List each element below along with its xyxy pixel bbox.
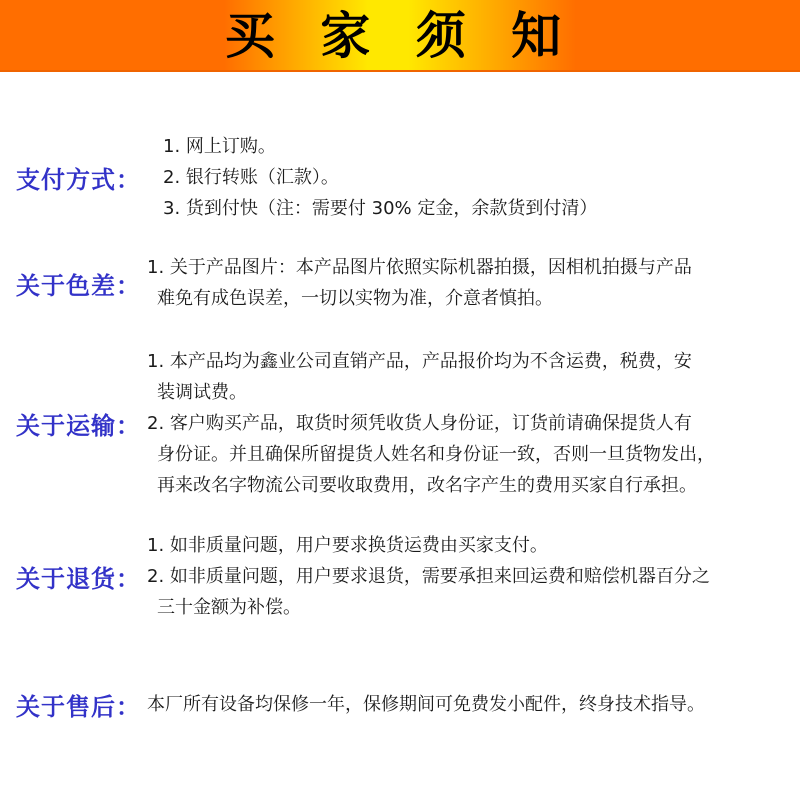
section-shipping: [16, 346, 800, 501]
notice-line: 1. 网上订购。: [163, 136, 276, 157]
section-color-difference: [16, 252, 800, 314]
page-title: 买 家 须 知: [224, 7, 576, 65]
section-returns: [16, 530, 800, 623]
notice-line: 三十金额为补偿。: [157, 597, 301, 618]
section-content-color-difference: [147, 252, 692, 314]
section-label-payment: 支付方式：: [16, 166, 141, 194]
notice-line: 再来改名字物流公司要收取费用，改名字产生的费用买家自行承担。: [157, 475, 697, 496]
notice-line: 1. 如非质量问题，用户要求换货运费由买家支付。: [147, 535, 548, 556]
section-content-shipping: [147, 346, 715, 501]
notice-line: 2. 银行转账（汇款）。: [163, 167, 339, 188]
notice-line: 1. 关于产品图片：本产品图片依照实际机器拍摄，因相机拍摄与产品: [147, 257, 692, 278]
section-content-after-sales: [147, 689, 705, 720]
section-content-payment: [147, 131, 597, 224]
notice-line: 装调试费。: [157, 382, 247, 403]
section-after-sales: [16, 687, 800, 722]
section-label-returns: 关于退货：: [16, 565, 141, 593]
section-label-after-sales: 关于售后：: [16, 693, 141, 721]
notice-line: 2. 如非质量问题，用户要求退货，需要承担来回运费和赔偿机器百分之: [147, 566, 710, 587]
notice-line: 2. 客户购买产品，取货时须凭收货人身份证，订货前请确保提货人有: [147, 413, 692, 434]
notice-line: 难免有成色误差，一切以实物为准，介意者慎拍。: [157, 288, 553, 309]
notice-line: 身份证。并且确保所留提货人姓名和身份证一致，否则一旦货物发出，: [157, 444, 715, 465]
section-payment: [16, 131, 800, 224]
section-label-shipping: 关于运输：: [16, 412, 141, 440]
notice-line: 1. 本产品均为鑫业公司直销产品，产品报价均为不含运费，税费，安: [147, 351, 692, 372]
section-content-returns: [147, 530, 710, 623]
banner: [0, 0, 800, 72]
section-label-color-difference: 关于色差：: [16, 271, 141, 300]
notice-line: 本厂所有设备均保修一年，保修期间可免费发小配件，终身技术指导。: [147, 694, 705, 715]
notice-line: 3. 货到付快（注：需要付 30% 定金，余款货到付清）: [163, 198, 598, 219]
